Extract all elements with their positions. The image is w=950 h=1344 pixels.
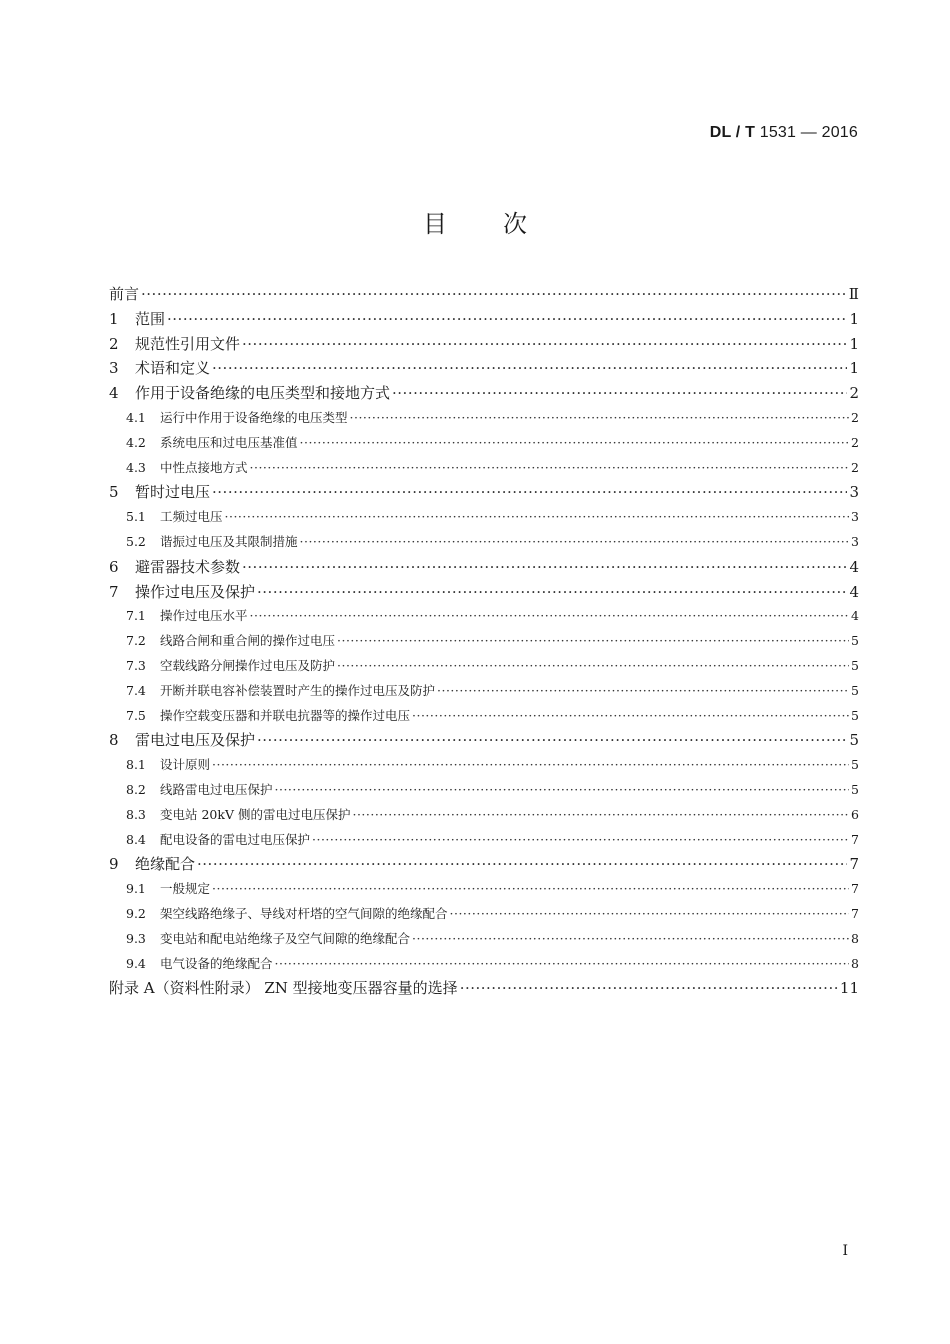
toc-entry[interactable] [109, 877, 859, 902]
toc-entry-number: 4 [109, 384, 119, 403]
toc-entry-page: 1 [849, 359, 859, 378]
toc-entry-number: 4.3 [126, 459, 146, 475]
toc-entry-title: 绝缘配合 [135, 855, 196, 874]
toc-title: 目次 [423, 210, 583, 238]
toc-leader-dots [225, 505, 850, 530]
toc-leader-dots [337, 654, 849, 679]
toc-entry-title: 设计原则 [160, 757, 211, 773]
toc-entry[interactable] [109, 629, 859, 654]
toc-leader-dots [352, 803, 849, 828]
toc-entry-page: 7 [851, 881, 859, 897]
toc-entry-number: 9.4 [126, 955, 146, 971]
toc-entry-page: 6 [851, 806, 859, 822]
toc-entry-title: 变电站 20kV 侧的雷电过电压保护 [160, 806, 351, 822]
toc-entry-title: 线路雷电过电压保护 [160, 781, 273, 797]
toc-entry-title: 架空线路绝缘子、导线对杆塔的空气间隙的绝缘配合 [160, 905, 448, 921]
toc-entry[interactable] [109, 976, 859, 1001]
document-code-prefix: DL / T [709, 124, 756, 141]
toc-entry-title: 空载线路分闸操作过电压及防护 [160, 657, 336, 673]
toc-entry-title: 操作空载变压器和并联电抗器等的操作过电压 [160, 707, 411, 723]
toc-entry-number: 8.3 [126, 806, 146, 822]
toc-leader-dots [275, 778, 850, 803]
toc-entry-title: 配电设备的雷电过电压保护 [160, 831, 311, 847]
toc-entry-title: 变电站和配电站绝缘子及空气间隙的绝缘配合 [160, 930, 411, 946]
toc-entry-title: 系统电压和过电压基准值 [160, 434, 298, 450]
toc-entry-number: 6 [109, 557, 119, 576]
toc-entry-page: 5 [851, 707, 859, 723]
toc-entry[interactable] [109, 332, 859, 357]
toc-entry-title: 避雷器技术参数 [135, 557, 241, 576]
toc-entry-page: 8 [851, 955, 859, 971]
toc-entry[interactable] [109, 530, 859, 555]
toc-entry-number: 7.3 [126, 657, 146, 673]
toc-entry-page: 5 [851, 633, 859, 649]
toc-entry-title: 雷电过电压及保护 [135, 731, 256, 750]
toc-entry-page: 4 [851, 608, 859, 624]
toc-entry[interactable] [109, 728, 859, 753]
toc-leader-dots [300, 431, 850, 456]
toc-leader-dots [242, 555, 847, 580]
toc-leader-dots [167, 307, 847, 332]
toc-entry[interactable] [109, 927, 859, 952]
toc-entry[interactable] [109, 505, 859, 530]
toc-entry[interactable] [109, 356, 859, 381]
toc-entry[interactable] [109, 406, 859, 431]
toc-entry-page: 7 [851, 905, 859, 921]
toc-leader-dots [197, 852, 847, 877]
toc-leader-dots [212, 480, 847, 505]
toc-entry[interactable] [109, 753, 859, 778]
toc-entry-page: 2 [851, 434, 859, 450]
toc-entry-page: 3 [851, 533, 859, 549]
toc-entry-page: 1 [849, 334, 859, 353]
toc-leader-dots [141, 282, 847, 307]
toc-leader-dots [350, 406, 850, 431]
toc-leader-dots [312, 828, 849, 853]
toc-entry-title: 作用于设备绝缘的电压类型和接地方式 [135, 384, 391, 403]
toc-entry-page: 1 [849, 309, 859, 328]
toc-entry-page: 2 [851, 409, 859, 425]
toc-entry-number: 7 [109, 582, 119, 601]
toc-entry-title: 运行中作用于设备绝缘的电压类型 [160, 409, 348, 425]
toc-entry-number: 8.2 [126, 781, 146, 797]
toc-entry[interactable] [109, 704, 859, 729]
toc-entry-number: 4.2 [126, 434, 146, 450]
document-code [710, 124, 858, 142]
toc-entry[interactable] [109, 456, 859, 481]
toc-entry-number: 9.2 [126, 905, 146, 921]
toc-leader-dots [250, 456, 850, 481]
toc-entry-title: 中性点接地方式 [160, 459, 248, 475]
toc-leader-dots [460, 976, 838, 1001]
toc-entry-number: 7.4 [126, 682, 146, 698]
toc-entry[interactable] [109, 555, 859, 580]
toc-entry-page: 2 [851, 459, 859, 475]
toc-entry-title: 术语和定义 [135, 359, 211, 378]
toc-entry-page: 5 [851, 757, 859, 773]
toc-entry[interactable] [109, 952, 859, 977]
table-of-contents [109, 282, 859, 1001]
toc-leader-dots [212, 753, 849, 778]
toc-entry-page: Ⅱ [848, 285, 859, 303]
toc-entry-number: 5.1 [126, 509, 146, 525]
toc-entry[interactable] [109, 431, 859, 456]
toc-entry[interactable] [109, 604, 859, 629]
toc-entry-page: 2 [849, 384, 859, 403]
toc-leader-dots [300, 530, 850, 555]
toc-entry[interactable] [109, 654, 859, 679]
toc-entry-title: 操作过电压及保护 [135, 582, 256, 601]
toc-entry-page: 11 [839, 979, 859, 998]
toc-entry-number: 7.5 [126, 707, 146, 723]
toc-entry-page: 5 [851, 781, 859, 797]
toc-entry-number: 4.1 [126, 409, 146, 425]
toc-entry[interactable] [109, 381, 859, 406]
toc-entry-page: 5 [851, 682, 859, 698]
toc-entry-title: 线路合闸和重合闸的操作过电压 [160, 633, 336, 649]
toc-leader-dots [412, 704, 849, 729]
toc-entry-title: 前言 [109, 285, 140, 303]
toc-entry-number: 8.1 [126, 757, 146, 773]
toc-entry-title: 一般规定 [160, 881, 211, 897]
toc-entry[interactable] [109, 580, 859, 605]
toc-entry[interactable] [109, 679, 859, 704]
toc-leader-dots [392, 381, 847, 406]
toc-leader-dots [450, 902, 850, 927]
toc-entry-number: 8.4 [126, 831, 146, 847]
toc-entry-title: 范围 [135, 309, 166, 328]
toc-leader-dots [257, 728, 847, 753]
toc-entry-number: 9 [109, 855, 119, 874]
toc-entry-number: 1 [109, 309, 119, 328]
toc-entry[interactable] [109, 778, 859, 803]
toc-leader-dots [257, 580, 847, 605]
toc-entry[interactable] [109, 307, 859, 332]
toc-entry-title: 谐振过电压及其限制措施 [160, 533, 298, 549]
toc-entry-title: 附录 A（资料性附录） ZN 型接地变压器容量的选择 [109, 979, 458, 998]
toc-entry-page: 3 [849, 483, 859, 502]
toc-leader-dots [250, 604, 850, 629]
toc-entry-number: 5 [109, 483, 119, 502]
toc-leader-dots [437, 679, 849, 704]
toc-entry-page: 4 [849, 557, 859, 576]
toc-entry-page: 5 [851, 657, 859, 673]
toc-entry-number: 5.2 [126, 533, 146, 549]
toc-entry-title: 规范性引用文件 [135, 334, 241, 353]
toc-entry-number: 3 [109, 359, 119, 378]
toc-entry-page: 7 [851, 831, 859, 847]
toc-entry[interactable] [109, 828, 859, 853]
toc-entry[interactable] [109, 480, 859, 505]
toc-leader-dots [242, 332, 847, 357]
toc-leader-dots [212, 356, 847, 381]
toc-leader-dots [337, 629, 849, 654]
document-code-number: 1531 — 2016 [759, 124, 858, 141]
page-number: I [842, 1243, 848, 1259]
toc-entry[interactable] [109, 282, 859, 307]
toc-entry-number: 8 [109, 731, 119, 750]
toc-entry-title: 工频过电压 [160, 509, 223, 525]
toc-entry-title: 暂时过电压 [135, 483, 211, 502]
toc-entry-page: 3 [851, 509, 859, 525]
toc-entry[interactable] [109, 852, 859, 877]
toc-leader-dots [412, 927, 849, 952]
toc-entry-title: 操作过电压水平 [160, 608, 248, 624]
toc-leader-dots [275, 952, 850, 977]
toc-entry-page: 7 [849, 855, 859, 874]
toc-entry[interactable] [109, 902, 859, 927]
toc-leader-dots [212, 877, 849, 902]
toc-entry-number: 9.1 [126, 881, 146, 897]
toc-entry[interactable] [109, 803, 859, 828]
toc-entry-number: 2 [109, 334, 119, 353]
toc-entry-page: 5 [849, 731, 859, 750]
toc-entry-title: 电气设备的绝缘配合 [160, 955, 273, 971]
toc-entry-number: 7.2 [126, 633, 146, 649]
toc-entry-page: 4 [849, 582, 859, 601]
toc-entry-number: 9.3 [126, 930, 146, 946]
toc-entry-number: 7.1 [126, 608, 146, 624]
toc-entry-page: 8 [851, 930, 859, 946]
toc-entry-title: 开断并联电容补偿装置时产生的操作过电压及防护 [160, 682, 436, 698]
